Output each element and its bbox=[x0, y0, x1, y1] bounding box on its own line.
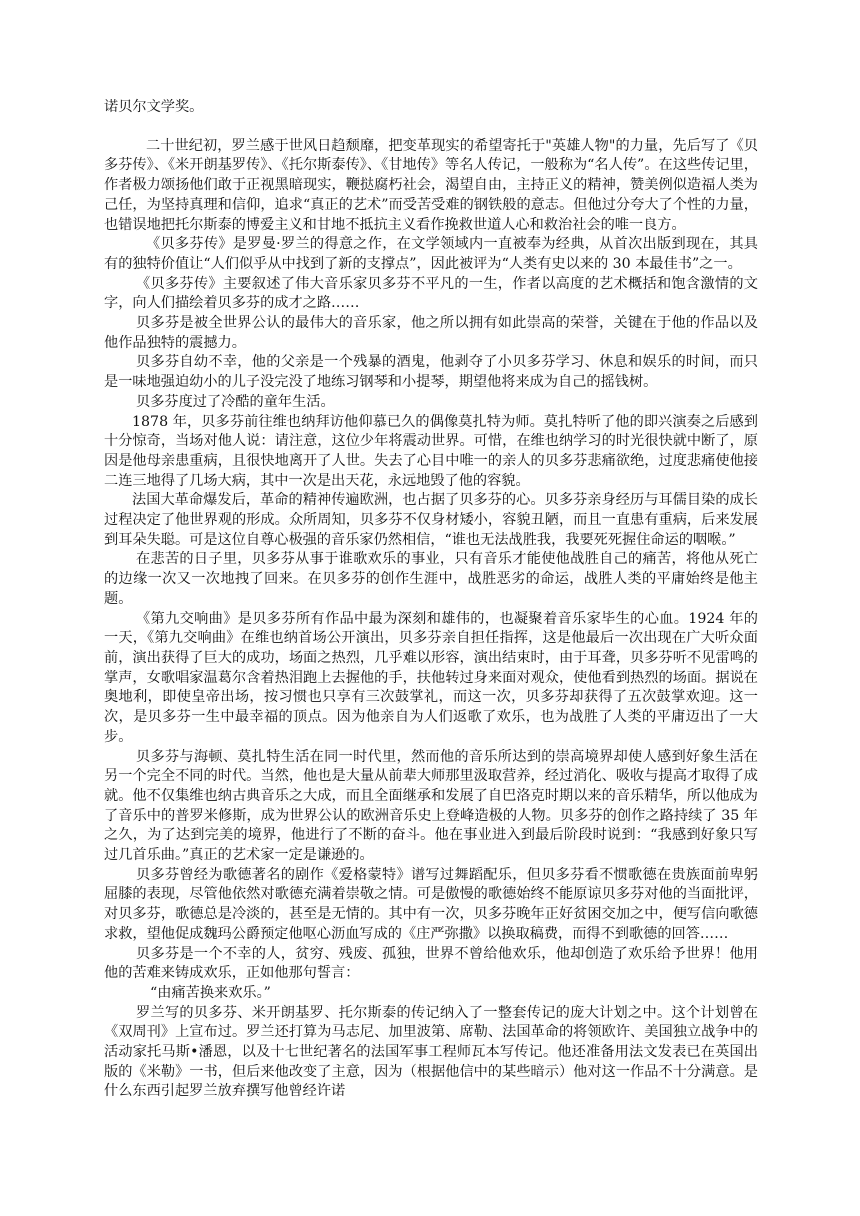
paragraph: 在悲苦的日子里，贝多芬从事于谁歌欢乐的事业，只有音乐才能使他战胜自己的痛苦，将他从死亡的边缘一次又一次地拽了回来。在贝多芬的创作生涯中，战胜恶劣的命运，战胜人类的平庸始终是他主题。 bbox=[104, 551, 758, 607]
paragraph: 贝多芬自幼不幸，他的父亲是一个残暴的酒鬼，他剥夺了小贝多芬学习、休息和娱乐的时间，而只是一味地强迫幼小的儿子没完没了地练习钢琴和小提琴，期望他将来成为自己的摇钱树。 bbox=[104, 354, 758, 391]
paragraph: 二十世纪初，罗兰感于世风日趋颓靡，把变革现实的希望寄托于"英雄人物"的力量，先后写了《贝多芬传》、《米开朗基罗传》、《托尔斯泰传》、《甘地传》等名人传记，一般称为“名人传”。在这些传记里，作者极力颂扬他们敢于正视黑暗现实，鞭挞腐朽社会，渴望自由，主持正义的精神，赞美例似造福人类为己任，为坚持真理和信仰，追求“真正的艺术”而受苦受难的钢铁般的意志。但他过分夸大了个性的力量，也错误地把托尔斯泰的博爱主义和甘地不抵抗主义看作挽救世道人心和救治社会的唯一良方。 bbox=[104, 137, 758, 233]
paragraph-spacer bbox=[104, 118, 758, 137]
paragraph: 《第九交响曲》是贝多芬所有作品中最为深刻和雄伟的，也凝聚着音乐家毕生的心血。1924 年的一天，《第九交响曲》在维也纳首场公开演出，贝多芬亲自担任指挥，这是他最后一次出现在广大听众面前，演出获得了巨大的成功，场面之热烈，几乎难以形容，演出结束时，由于耳聋，贝多芬听不见雷鸣的掌声，女歌唱家温葛尔含着热泪跑上去握他的手，扶他转过身来面对观众，使他看到热烈的场面。据说在奥地利，即使皇帝出场，按习惯也只享有三次鼓掌礼，而这一次，贝多芬却获得了五次鼓掌欢迎。这一次，是贝多芬一生中最幸福的顶点。因为他亲自为人们返歌了欢乐，也为战胜了人类的平庸迈出了一大步。 bbox=[104, 610, 758, 745]
paragraph: 贝多芬是被全世界公认的最伟大的音乐家，他之所以拥有如此崇高的荣誉，关键在于他的作品以及他作品独特的震撼力。 bbox=[104, 315, 758, 351]
paragraph: 法国大革命爆发后，革命的精神传遍欧洲，也占据了贝多芬的心。贝多芬亲身经历与耳儒目染的成长过程决定了他世界观的形成。众所周知，贝多芬不仅身材矮小，容貌丑陋，而且一直患有重病，后来发展到耳朵失聪。可是这位自尊心极强的音乐家仍然相信，“谁也无法战胜我，我要死死握住命运的咽喉。” bbox=[104, 492, 758, 548]
paragraph: 《贝多芬传》主要叙述了伟大音乐家贝多芬不平凡的一生，作者以高度的艺术概括和饱含激情的文字，向人们描绘着贝多芬的成才之路…… bbox=[104, 275, 758, 312]
paragraph: 贝多芬曾经为歌德著名的剧作《爱格蒙特》谱写过舞蹈配乐，但贝多芬看不惯歌德在贵族面前卑躬屈膝的表现，尽管他依然对歌德充满着崇敬之情。可是傲慢的歌德始终不能原谅贝多芬对他的当面批评，对贝多芬，歌德总是冷淡的，甚至是无情的。其中有一次，贝多芬晚年正好贫困交加之中，便写信向歌德求救，望他促成魏玛公爵预定他呕心沥血写成的《庄严弥撒》以换取稿费，而得不到歌德的回答…… bbox=[104, 866, 758, 942]
paragraph: 贝多芬与海顿、莫扎特生活在同一时代里，然而他的音乐所达到的崇高境界却使人感到好象生活在另一个完全不同的时代。当然，他也是大量从前辈大师那里汲取营养，经过消化、吸收与提高才取得了成就。他不仅集维也纳古典音乐之大成，而且全面继承和发展了自巴洛克时期以来的音乐精华，所以他成为了音乐中的普罗米修斯，成为世界公认的欧洲音乐史上登峰造极的人物。贝多芬的创作之路持续了 35 年之久，为了达到完美的境界，他进行了不断的奋斗。他在事业进入到最后阶段时说到：“我感到好象只写过几首乐曲。”真正的艺术家一定是谦逊的。 bbox=[104, 748, 758, 864]
paragraph: 《贝多芬传》是罗曼·罗兰的得意之作，在文学领域内一直被奉为经典，从首次出版到现在，其具有的独特价值让“人们似乎从中找到了新的支撑点”，因此被评为“人类有史以来的 30 本最佳书”之一。 bbox=[104, 236, 758, 272]
paragraph: 贝多芬度过了冷酷的童年生活。 bbox=[136, 393, 335, 410]
paragraph-opening: 诺贝尔文学奖。 bbox=[104, 99, 204, 115]
document-page bbox=[104, 98, 758, 1102]
paragraph: 1878 年，贝多芬前往维也纳拜访他仰慕已久的偶像莫扎特为师。莫扎特听了他的即兴演奏之后感到十分惊奇，当场对他人说：请注意，这位少年将震动世界。可惜，在维也纳学习的时光很快就中断了，原因是他母亲患重病，且很快地离开了人世。失去了心目中唯一的亲人的贝多芬悲痛欲绝，过度悲痛使他接二连三地得了几场大病，其中一次是出天花，永远地毁了他的容貌。 bbox=[104, 413, 758, 489]
paragraph: 贝多芬是一个不幸的人，贫穷、残废、孤独，世界不曾给他欢乐，他却创造了欢乐给予世界！他用他的苦难来铸成欢乐，正如他那句誓言： bbox=[104, 945, 758, 982]
paragraph-quote: “由痛苦换来欢乐。” bbox=[150, 984, 271, 1001]
paragraph: 罗兰写的贝多芬、米开朗基罗、托尔斯泰的传记纳入了一整套传记的庞大计划之中。这个计划曾在《双周刊》上宣布过。罗兰还打算为马志尼、加里波第、席勒、法国革命的将领欧许、美国独立战争中的活动家托马斯•潘恩，以及十七世纪著名的法国军事工程师瓦本写传记。他还准备用法文发表已在英国出版的《米勒》一书，但后来他改变了主意，因为（根据他信中的某些暗示）他对这一作品不十分满意。是什么东西引起罗兰放弃撰写他曾经许诺 bbox=[104, 1004, 758, 1100]
